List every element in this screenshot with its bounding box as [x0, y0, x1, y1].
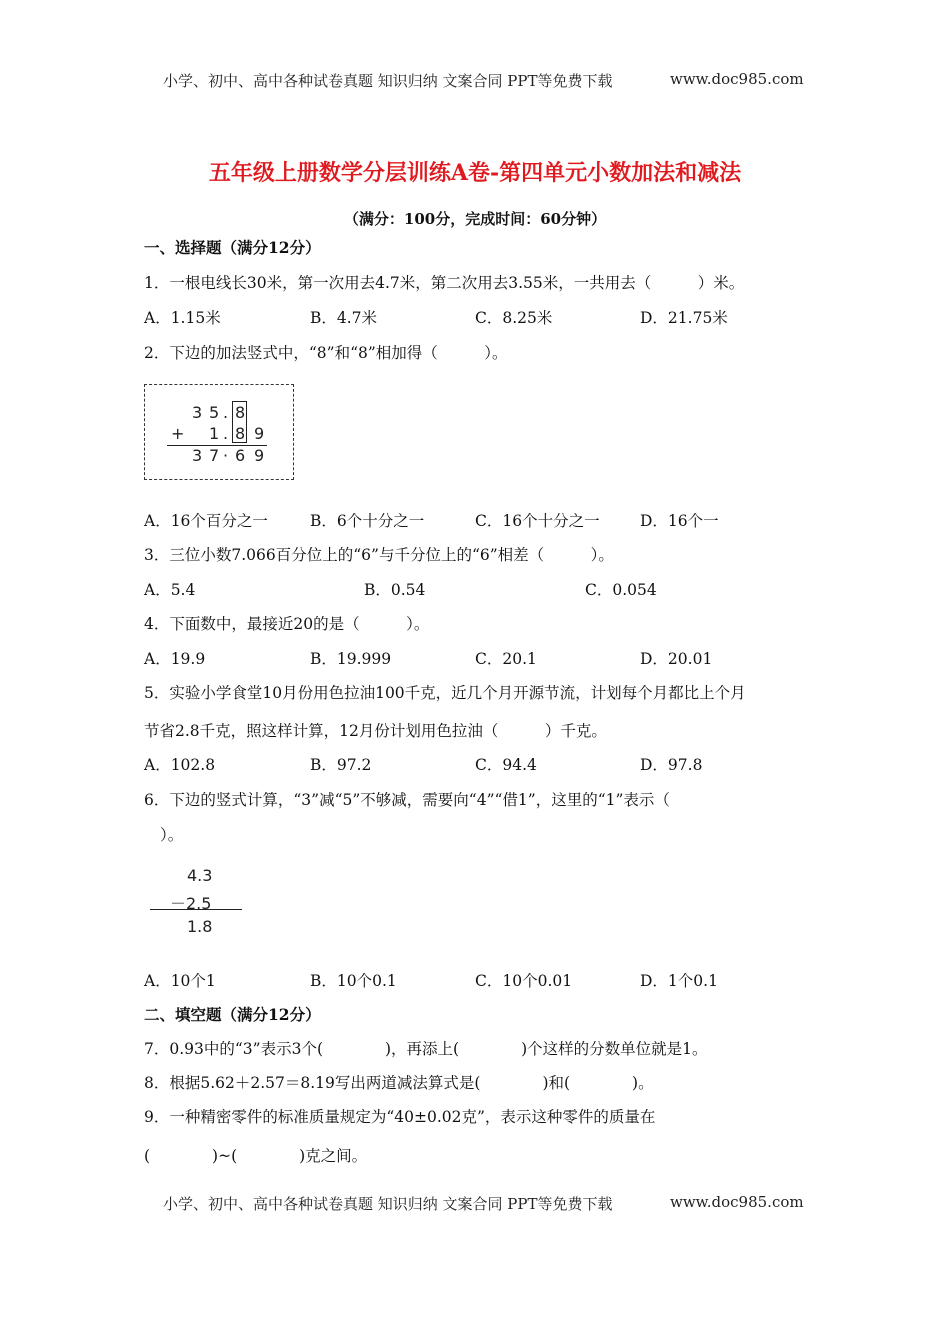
footer-site-link[interactable]: www.doc985.com: [670, 1193, 804, 1211]
q5-option-d: D．97.8: [640, 756, 703, 774]
fig1-digit: 3: [192, 446, 203, 465]
page-subtitle: （满分：100分，完成时间：60分钟）: [343, 210, 607, 228]
fig2-difference: 1.8: [187, 917, 213, 936]
q1-option-a: A．1.15米: [144, 309, 221, 327]
fig1-digit: 1: [209, 424, 220, 443]
fig1-digit: 7: [209, 446, 220, 465]
q1-option-d: D．21.75米: [640, 309, 728, 327]
header-site-link[interactable]: www.doc985.com: [670, 70, 804, 88]
fig1-point: .: [223, 403, 229, 422]
question-7: 7．0.93中的“3”表示3个( )，再添上( )个这样的分数单位就是1。: [144, 1040, 708, 1058]
fig1-digit: 5: [209, 403, 220, 422]
section-heading-fill: 二、填空题（满分12分）: [144, 1005, 321, 1024]
addition-vertical-figure: [144, 384, 294, 480]
fig1-digit-boxed: 8: [235, 403, 246, 422]
question-6-line-2: ）。: [160, 826, 184, 844]
q4-option-b: B．19.999: [310, 650, 392, 668]
question-3: 3．三位小数7.066百分位上的“6”与千分位上的“6”相差（ ）。: [144, 546, 614, 564]
q2-option-d: D．16个一: [640, 512, 719, 530]
footer-text: 小学、初中、高中各种试卷真题 知识归纳 文案合同 PPT等免费下载: [163, 1195, 613, 1213]
fig1-sum-line: [167, 445, 267, 446]
question-8: 8．根据5.62＋2.57＝8.19写出两道减法算式是( )和( )。: [144, 1074, 654, 1092]
fig2-subtrahend: －2.5: [170, 894, 212, 913]
fig1-digit: 9: [254, 446, 265, 465]
q6-option-c: C．10个0.01: [475, 972, 573, 990]
fig1-point: .: [223, 424, 229, 443]
fig1-point: ·: [223, 446, 229, 465]
fig1-digit: 6: [235, 446, 246, 465]
question-5-line-2: 节省2.8千克，照这样计算，12月份计划用色拉油（ ）千克。: [144, 722, 607, 740]
q3-option-c: C．0.054: [585, 581, 657, 599]
question-1: 1．一根电线长30米，第一次用去4.7米，第二次用去3.55米，一共用去（ ）米。: [144, 274, 745, 292]
fig1-digit: 3: [192, 403, 203, 422]
fig1-digit-boxed: 8: [235, 424, 246, 443]
fig1-plus: +: [171, 424, 185, 443]
q1-option-b: B．4.7米: [310, 309, 378, 327]
q5-option-c: C．94.4: [475, 756, 537, 774]
fig1-highlight-box: [232, 401, 247, 443]
header-text: 小学、初中、高中各种试卷真题 知识归纳 文案合同 PPT等免费下载: [163, 72, 613, 90]
fig1-digit: 9: [254, 424, 265, 443]
q6-option-b: B．10个0.1: [310, 972, 397, 990]
q4-option-a: A．19.9: [144, 650, 206, 668]
q2-option-b: B．6个十分之一: [310, 512, 425, 530]
q5-option-b: B．97.2: [310, 756, 372, 774]
question-5-line-1: 5．实验小学食堂10月份用色拉油100千克，近几个月开源节流，计划每个月都比上个月: [144, 684, 746, 702]
question-9-line-2: ( )~( )克之间。: [144, 1147, 368, 1165]
question-4: 4．下面数中，最接近20的是（ ）。: [144, 615, 430, 633]
q2-option-a: A．16个百分之一: [144, 512, 268, 530]
q2-option-c: C．16个十分之一: [475, 512, 600, 530]
fig2-minuend: 4.3: [187, 866, 213, 885]
fig2-difference-line: [150, 909, 242, 910]
q6-option-d: D．1个0.1: [640, 972, 718, 990]
q6-option-a: A．10个1: [144, 972, 216, 990]
question-9-line-1: 9．一种精密零件的标准质量规定为“40±0.02克”，表示这种零件的质量在: [144, 1108, 656, 1126]
q5-option-a: A．102.8: [144, 756, 216, 774]
section-heading-choice: 一、选择题（满分12分）: [144, 238, 321, 257]
page-title: 五年级上册数学分层训练A卷-第四单元小数加法和减法: [208, 160, 742, 186]
question-6-line-1: 6．下边的竖式计算，“3”减“5”不够减，需要向“4”“借1”，这里的“1”表示（: [144, 791, 670, 809]
q3-option-a: A．5.4: [144, 581, 196, 599]
q3-option-b: B．0.54: [364, 581, 426, 599]
q1-option-c: C．8.25米: [475, 309, 553, 327]
q4-option-d: D．20.01: [640, 650, 713, 668]
question-2: 2．下边的加法竖式中，“8”和“8”相加得（ ）。: [144, 344, 508, 362]
q4-option-c: C．20.1: [475, 650, 537, 668]
